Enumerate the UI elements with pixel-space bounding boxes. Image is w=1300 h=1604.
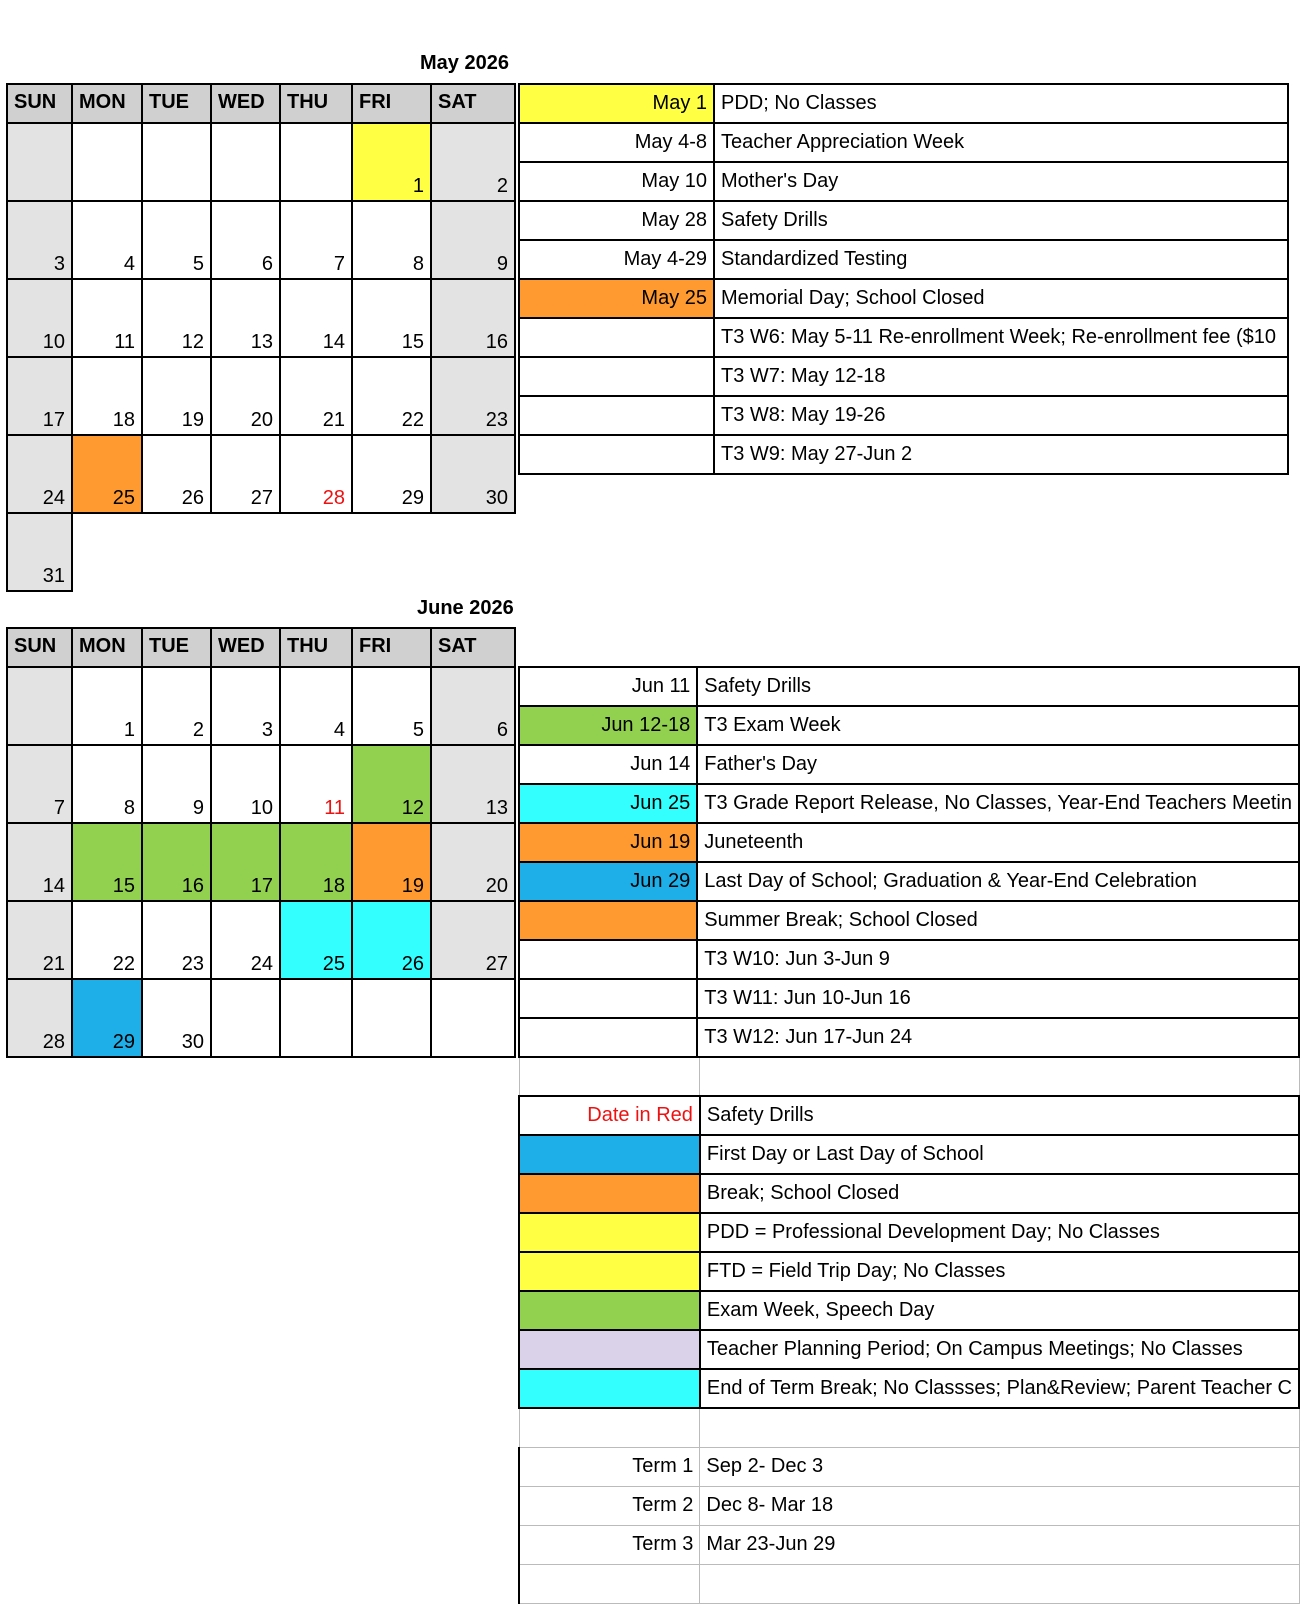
day-cell[interactable]: 5 [352,667,431,745]
event-description: Father's Day [697,745,1299,784]
event-description: Safety Drills [714,201,1288,240]
term-label: Term 1 [519,1447,700,1486]
event-description: T3 W8: May 19-26 [714,396,1288,435]
day-cell[interactable]: 30 [431,435,515,513]
event-description: T3 W11: Jun 10-Jun 16 [697,979,1299,1018]
day-cell[interactable]: 12 [352,745,431,823]
day-cell[interactable]: 12 [142,279,211,357]
event-description: Safety Drills [697,667,1299,706]
term-label: Term 2 [519,1486,700,1525]
day-cell[interactable]: 5 [142,201,211,279]
weekday-header: FRI [352,628,431,667]
event-description: PDD; No Classes [714,84,1288,123]
event-description: T3 Grade Report Release, No Classes, Year-End Teachers Meetin [697,784,1299,823]
day-cell[interactable]: 22 [352,357,431,435]
event-description: T3 Exam Week [697,706,1299,745]
day-cell[interactable]: 14 [7,823,72,901]
weekday-header: FRI [352,84,431,123]
term-dates: Dec 8- Mar 18 [700,1486,1299,1525]
day-cell[interactable]: 6 [211,201,280,279]
legend-swatch [519,1252,700,1291]
day-cell[interactable]: 2 [431,123,515,201]
legend-label: Teacher Planning Period; On Campus Meetings; No Classes [700,1330,1299,1369]
day-cell[interactable]: 2 [142,667,211,745]
day-cell[interactable]: 13 [211,279,280,357]
day-cell[interactable]: 11 [280,745,352,823]
may-title: May 2026 [420,52,509,74]
weekday-header: THU [280,628,352,667]
legend-label: Break; School Closed [700,1174,1299,1213]
day-cell[interactable]: 25 [280,901,352,979]
day-cell[interactable]: 26 [352,901,431,979]
day-cell[interactable]: 22 [72,901,142,979]
empty-cell [352,513,431,591]
day-cell[interactable] [211,979,280,1057]
empty-cell [72,513,142,591]
day-cell[interactable]: 1 [352,123,431,201]
day-cell[interactable]: 3 [7,201,72,279]
empty-cell [142,513,211,591]
event-description: Memorial Day; School Closed [714,279,1288,318]
day-cell[interactable]: 4 [280,667,352,745]
legend-swatch [519,1213,700,1252]
spacer-cell [700,1564,1299,1603]
day-cell[interactable]: 16 [431,279,515,357]
day-cell[interactable] [211,123,280,201]
legend-swatch [519,1291,700,1330]
event-date [519,396,714,435]
legend-swatch [519,1135,700,1174]
day-cell[interactable]: 13 [431,745,515,823]
day-cell[interactable]: 27 [431,901,515,979]
spacer-cell [519,1057,700,1096]
legend-table [518,1056,1300,1604]
day-cell[interactable] [142,123,211,201]
day-cell[interactable]: 15 [72,823,142,901]
day-cell[interactable]: 21 [7,901,72,979]
day-cell[interactable]: 30 [142,979,211,1057]
day-cell[interactable]: 17 [7,357,72,435]
weekday-header: WED [211,628,280,667]
event-date: Jun 14 [519,745,697,784]
event-description: T3 W7: May 12-18 [714,357,1288,396]
event-date [519,901,697,940]
june-calendar-grid [6,627,516,1058]
june-title: June 2026 [417,597,514,619]
day-cell[interactable]: 11 [72,279,142,357]
day-cell[interactable]: 4 [72,201,142,279]
legend-label: Safety Drills [700,1096,1299,1135]
legend-label: First Day or Last Day of School [700,1135,1299,1174]
event-description: T3 W10: Jun 3-Jun 9 [697,940,1299,979]
day-cell[interactable]: 29 [72,979,142,1057]
event-date [519,318,714,357]
day-cell[interactable] [7,667,72,745]
empty-cell [211,513,280,591]
event-description: T3 W12: Jun 17-Jun 24 [697,1018,1299,1057]
legend-label: End of Term Break; No Classses; Plan&Review; Parent Teacher C [700,1369,1299,1408]
event-date: Jun 11 [519,667,697,706]
day-cell[interactable]: 25 [72,435,142,513]
day-cell[interactable]: 16 [142,823,211,901]
event-date [519,435,714,474]
event-description: T3 W6: May 5-11 Re-enrollment Week; Re-enrollment fee ($10 [714,318,1288,357]
event-date: May 25 [519,279,714,318]
empty-cell [280,513,352,591]
term-dates: Mar 23-Jun 29 [700,1525,1299,1564]
day-cell[interactable]: 1 [72,667,142,745]
legend-label: PDD = Professional Development Day; No Classes [700,1213,1299,1252]
day-cell[interactable]: 7 [7,745,72,823]
legend-swatch [519,1369,700,1408]
day-cell[interactable]: 9 [142,745,211,823]
day-cell[interactable]: 27 [211,435,280,513]
day-cell[interactable]: 10 [211,745,280,823]
legend-swatch: Date in Red [519,1096,700,1135]
weekday-header: TUE [142,628,211,667]
event-date: May 4-29 [519,240,714,279]
day-cell[interactable]: 8 [352,201,431,279]
may-calendar-grid [6,83,516,592]
day-cell[interactable]: 3 [211,667,280,745]
day-cell[interactable]: 28 [280,435,352,513]
spacer-cell [700,1057,1299,1096]
weekday-header: WED [211,84,280,123]
legend-swatch [519,1330,700,1369]
day-cell[interactable]: 18 [72,357,142,435]
day-cell[interactable]: 10 [7,279,72,357]
day-cell[interactable]: 31 [7,513,72,591]
may-events-table [518,83,1289,475]
event-date [519,1018,697,1057]
day-cell[interactable] [280,123,352,201]
event-description: Mother's Day [714,162,1288,201]
event-description: Juneteenth [697,823,1299,862]
event-date: May 28 [519,201,714,240]
event-date: Jun 12-18 [519,706,697,745]
weekday-header: SUN [7,84,72,123]
day-cell[interactable] [7,123,72,201]
day-cell[interactable]: 6 [431,667,515,745]
day-cell[interactable]: 14 [280,279,352,357]
weekday-header: SAT [431,84,515,123]
day-cell[interactable]: 15 [352,279,431,357]
spacer-cell [519,1564,700,1603]
event-description: Standardized Testing [714,240,1288,279]
day-cell[interactable] [352,979,431,1057]
day-cell[interactable]: 8 [72,745,142,823]
legend-label: FTD = Field Trip Day; No Classes [700,1252,1299,1291]
day-cell[interactable]: 29 [352,435,431,513]
day-cell[interactable]: 24 [7,435,72,513]
term-label: Term 3 [519,1525,700,1564]
legend-label: Exam Week, Speech Day [700,1291,1299,1330]
spacer-cell [519,1408,700,1447]
legend-swatch [519,1174,700,1213]
event-date: Jun 25 [519,784,697,823]
weekday-header: THU [280,84,352,123]
day-cell[interactable] [72,123,142,201]
day-cell[interactable] [431,979,515,1057]
day-cell[interactable]: 17 [211,823,280,901]
event-description: Teacher Appreciation Week [714,123,1288,162]
event-date: May 4-8 [519,123,714,162]
day-cell[interactable]: 26 [142,435,211,513]
day-cell[interactable]: 20 [211,357,280,435]
weekday-header: MON [72,84,142,123]
weekday-header: SUN [7,628,72,667]
june-events-table [518,666,1300,1058]
event-date [519,357,714,396]
day-cell[interactable]: 23 [431,357,515,435]
event-date: May 1 [519,84,714,123]
event-date [519,940,697,979]
day-cell[interactable]: 24 [211,901,280,979]
day-cell[interactable]: 21 [280,357,352,435]
day-cell[interactable]: 20 [431,823,515,901]
day-cell[interactable]: 18 [280,823,352,901]
empty-cell [431,513,515,591]
day-cell[interactable]: 19 [142,357,211,435]
weekday-header: TUE [142,84,211,123]
spacer-cell [700,1408,1299,1447]
day-cell[interactable]: 28 [7,979,72,1057]
event-date: Jun 29 [519,862,697,901]
event-description: Summer Break; School Closed [697,901,1299,940]
day-cell[interactable]: 9 [431,201,515,279]
weekday-header: MON [72,628,142,667]
day-cell[interactable]: 7 [280,201,352,279]
day-cell[interactable]: 23 [142,901,211,979]
event-description: Last Day of School; Graduation & Year-End Celebration [697,862,1299,901]
event-description: T3 W9: May 27-Jun 2 [714,435,1288,474]
weekday-header: SAT [431,628,515,667]
event-date [519,979,697,1018]
day-cell[interactable] [280,979,352,1057]
event-date: May 10 [519,162,714,201]
event-date: Jun 19 [519,823,697,862]
term-dates: Sep 2- Dec 3 [700,1447,1299,1486]
day-cell[interactable]: 19 [352,823,431,901]
